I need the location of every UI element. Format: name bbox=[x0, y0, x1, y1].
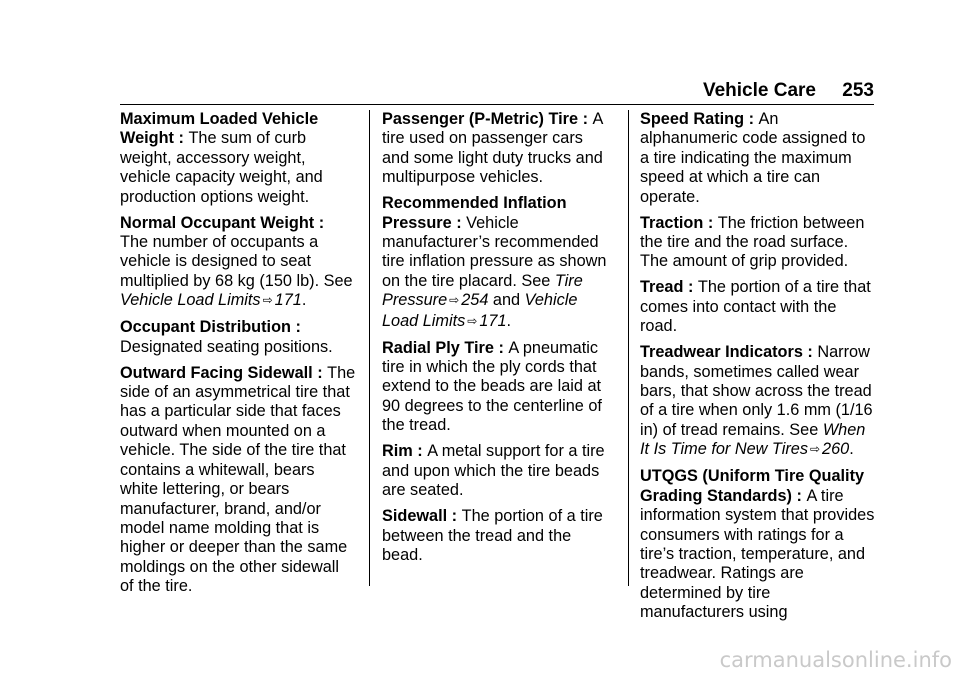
term-separator: : bbox=[802, 343, 818, 362]
conjunction: and bbox=[488, 291, 525, 310]
sentence-end: . bbox=[506, 311, 512, 330]
site-watermark: carmanualsonline.info bbox=[719, 648, 952, 672]
glossary-entry bbox=[120, 318, 356, 357]
term-separator: : bbox=[683, 278, 698, 297]
glossary-entry bbox=[640, 110, 876, 207]
glossary-entry bbox=[382, 194, 614, 332]
term-separator: : bbox=[493, 338, 509, 357]
glossary-term: Speed Rating bbox=[640, 110, 745, 128]
cross-reference-page: 171 bbox=[274, 291, 302, 310]
glossary-definition: A tire information system that provides consumers with ratings for a tire’s traction, temperature, and treadwear. Ratings are determined by tire manufacturers using bbox=[640, 486, 875, 622]
sentence-end: . bbox=[849, 440, 854, 459]
glossary-definition: The portion of a tire between the tread and the bead. bbox=[382, 507, 603, 564]
column-divider bbox=[369, 110, 370, 586]
glossary-definition: The portion of a tire that comes into contact with the road. bbox=[640, 278, 871, 336]
term-separator: : bbox=[578, 110, 593, 128]
glossary-definition: A tire used on passenger cars and some light duty trucks and multipurpose vehicles. bbox=[382, 110, 603, 187]
glossary-definition: Designated seating positions. bbox=[120, 337, 333, 356]
term-separator: : bbox=[447, 507, 462, 526]
cross-reference-title: When It Is Time for New Tires bbox=[640, 420, 866, 459]
glossary-entry bbox=[120, 110, 356, 207]
term-separator: : bbox=[791, 486, 807, 505]
glossary-definition: The sum of curb weight, accessory weight, vehicle capacity weight, and production options weight. bbox=[120, 129, 323, 206]
sentence-end: . bbox=[301, 291, 307, 310]
cross-reference-title: Vehicle Load Limits bbox=[120, 291, 261, 310]
glossary-entry bbox=[382, 442, 614, 500]
glossary-entry bbox=[640, 278, 876, 336]
term-separator: : bbox=[451, 213, 467, 232]
glossary-entry bbox=[382, 110, 614, 188]
cross-reference-link[interactable] bbox=[120, 291, 302, 309]
glossary-entry bbox=[640, 467, 876, 622]
glossary-term: Radial Ply Tire bbox=[382, 338, 494, 357]
glossary-term: Traction bbox=[640, 213, 704, 232]
page-arrow-icon: ⇨ bbox=[262, 293, 273, 308]
term-separator: : bbox=[290, 318, 301, 337]
term-separator: : bbox=[314, 213, 325, 232]
glossary-definition: An alphanumeric code assigned to a tire indicating the maximum speed at which a tire can operate. bbox=[640, 110, 866, 206]
glossary-term: Occupant Distribution bbox=[120, 318, 291, 337]
glossary-entry bbox=[382, 339, 614, 436]
glossary-definition: A metal support for a tire and upon which the tire beads are seated. bbox=[382, 442, 605, 500]
glossary-term: Tread bbox=[640, 278, 684, 297]
page-arrow-icon: ⇨ bbox=[809, 442, 821, 457]
term-separator: : bbox=[744, 110, 759, 128]
glossary-definition: A pneumatic tire in which the ply cords that extend to the beads are laid at 90 degrees to the centerline of the tread. bbox=[382, 338, 602, 435]
column-3 bbox=[640, 110, 876, 629]
glossary-entry bbox=[382, 507, 614, 565]
page-header bbox=[120, 76, 874, 105]
glossary-term: Normal Occupant Weight bbox=[120, 213, 315, 232]
column-2 bbox=[382, 110, 614, 572]
glossary-definition: The friction between the tire and the road surface. The amount of grip provided. bbox=[640, 213, 865, 271]
term-separator: : bbox=[412, 442, 428, 461]
page-arrow-icon: ⇨ bbox=[449, 293, 460, 308]
column-divider bbox=[628, 110, 629, 586]
page-arrow-icon: ⇨ bbox=[467, 313, 478, 328]
cross-reference-page: 260 bbox=[822, 440, 850, 459]
glossary-term: Treadwear Indicators bbox=[640, 343, 803, 362]
term-separator: : bbox=[173, 129, 189, 148]
glossary-definition: Vehicle manufacturer’s recommended tire inflation pressure as shown on the tire placard. See bbox=[382, 213, 607, 290]
glossary-term: Recommended Inflation Pressure bbox=[382, 194, 567, 232]
page-number: 253 bbox=[842, 80, 874, 101]
cross-reference-page: 254 bbox=[461, 291, 489, 310]
glossary-term: Passenger (P-Metric) Tire bbox=[382, 110, 579, 128]
glossary-term: Sidewall bbox=[382, 507, 448, 526]
glossary-term: UTQGS (Uniform Tire Quality Grading Standards) bbox=[640, 467, 865, 505]
cross-reference-title: Vehicle Load Limits bbox=[382, 291, 578, 330]
glossary-definition: The side of an asymmetrical tire that has a particular side that faces outward when mounted on a vehicle. The side of the tire that contains a whitewall, bears white lettering, or bears manufacturer, brand, and/or model name molding that is higher or deeper than the same moldings on the other sidewall of the tire. bbox=[120, 363, 356, 596]
glossary-definition: The number of occupants a vehicle is designed to seat multiplied by 68 kg (150 lb). See bbox=[120, 233, 353, 290]
glossary-entry bbox=[640, 214, 876, 272]
glossary-term: Outward Facing Sidewall bbox=[120, 363, 313, 382]
glossary-definition: Narrow bands, sometimes called wear bars, that show across the tread of a tire when only 1.6 mm (1/16 in) of tread remains. See bbox=[640, 343, 873, 439]
section-title: Vehicle Care bbox=[702, 80, 816, 101]
cross-reference-title: Tire Pressure bbox=[382, 271, 583, 310]
glossary-entry bbox=[640, 343, 876, 460]
glossary-term: Maximum Loaded Vehicle Weight bbox=[120, 110, 319, 148]
glossary-entry bbox=[120, 214, 356, 312]
glossary-entry bbox=[120, 364, 356, 597]
term-separator: : bbox=[312, 363, 328, 382]
column-1 bbox=[120, 110, 356, 603]
term-separator: : bbox=[703, 213, 718, 232]
glossary-term: Rim bbox=[382, 442, 413, 461]
cross-reference-page: 171 bbox=[479, 311, 507, 330]
